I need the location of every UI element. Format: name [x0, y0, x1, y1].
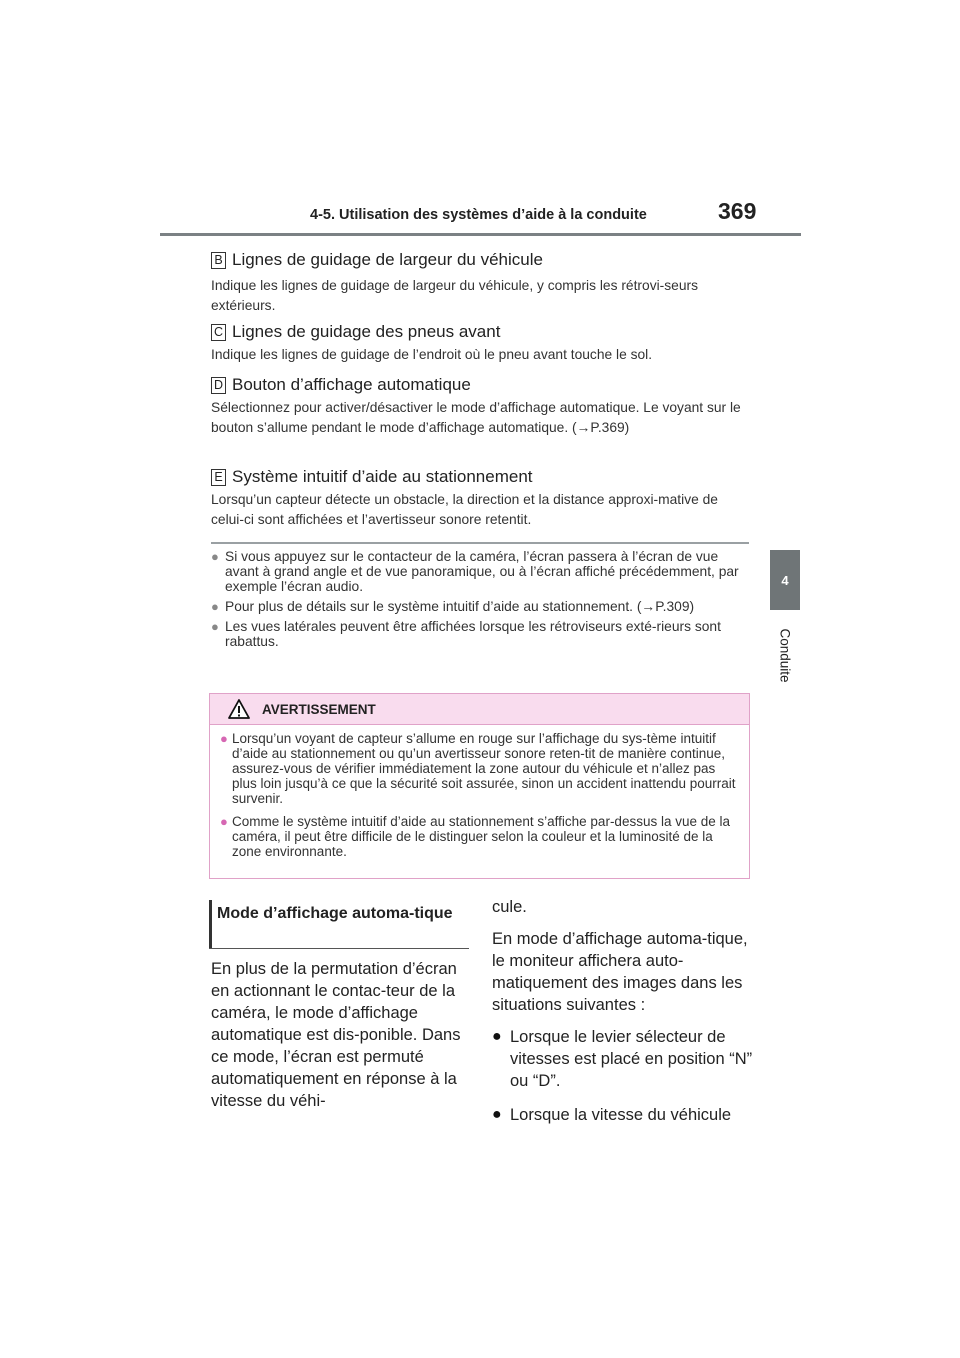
warning-header [210, 694, 749, 725]
item-title: Lignes de guidage de largeur du véhicule [232, 250, 543, 269]
section-paragraph: En mode d’affichage automa-tique, le moniteur affichera auto-matiquement des images dans les situations suivantes : [492, 930, 748, 1014]
list-item [220, 814, 739, 859]
list-item [220, 731, 739, 806]
notes-list [211, 549, 751, 654]
bullet-icon: ● [211, 619, 219, 634]
warning-text: Comme le système intuitif d’aide au stationnement s’affiche par-dessus la vue de la caméra, il peut être difficile de le distinguer selon la couleur et la luminosité de la zone environnante. [232, 814, 731, 859]
warning-box [209, 693, 750, 879]
note-text: Pour plus de détails sur le système intuitif d’aide au stationnement. (→P.309) [225, 599, 695, 614]
bullet-icon: ● [211, 599, 219, 614]
list-item [211, 549, 751, 594]
letter-box: C [211, 324, 226, 341]
conditions-list [492, 1026, 754, 1126]
warning-list [210, 725, 749, 859]
section-intro: En plus de la permutation d’écran en actionnant le contac-teur de la caméra, le mode d’affichage automatique est dis-ponible. Dans ce mode, l’écran est permuté automatiquement en réponse à la vitesse du véhi- [211, 960, 461, 1110]
section-heading-rule [209, 948, 469, 949]
item-title: Système intuitif d’aide au stationnement [232, 467, 533, 486]
warning-triangle-icon [228, 699, 250, 719]
chapter-label [772, 620, 798, 690]
chapter-number: 4 [781, 572, 789, 588]
condition-text: Lorsque le levier sélecteur de vitesses est placé en position “N” ou “D”. [510, 1028, 753, 1090]
warning-title: AVERTISSEMENT [262, 701, 376, 717]
bullet-icon: ● [220, 731, 228, 746]
item-title: Bouton d’affichage automatique [232, 375, 471, 394]
separator-rule [211, 542, 749, 544]
header-rule [160, 233, 801, 236]
note-text: Si vous appuyez sur le contacteur de la caméra, l’écran passera à l’écran de vue avant à grand angle et de vue panoramique, ou à l’écran affiché précédemment, par exemple l’écran audio. [225, 549, 739, 594]
item-heading-b [211, 250, 543, 270]
page-number: 369 [718, 198, 757, 224]
letter-box: B [211, 252, 226, 269]
item-heading-e [211, 467, 533, 487]
item-description-d: Sélectionnez pour activer/désactiver le mode d’affichage automatique. Le voyant sur le bouton s’allume pendant le mode d’affichage automatique. (→P.369) [211, 400, 741, 435]
list-item [211, 619, 751, 649]
list-item [492, 1026, 754, 1092]
section-title: 4-5. Utilisation des systèmes d’aide à la conduite [310, 207, 647, 223]
bullet-icon: ● [220, 814, 228, 829]
condition-text: Lorsque la vitesse du véhicule [510, 1106, 732, 1124]
right-column [492, 896, 754, 1138]
item-description-b: Indique les lignes de guidage de largeur du véhicule, y compris les rétrovi-seurs extérieurs. [211, 278, 698, 313]
list-item [492, 1104, 754, 1126]
item-heading-c [211, 322, 500, 342]
section-heading: Mode d’affichage automa-tique [217, 905, 453, 922]
bullet-icon: ● [492, 1028, 502, 1045]
warning-text: Lorsqu’un voyant de capteur s’allume en rouge sur l’affichage du sys-tème intuitif d’aide au stationnement ou qu’un avertisseur sonore reten-tit de manière continue, assurez-vous de vérifier immédiatement la zone autour du véhicule et n’allez pas plus loin jusqu’à ce que la sécurité soit assurée, sinon un accident inattendu pourrait survenir. [232, 731, 736, 806]
note-text: Les vues latérales peuvent être affichées lorsque les rétroviseurs exté-rieurs sont rabattus. [225, 619, 721, 649]
item-title: Lignes de guidage des pneus avant [232, 322, 501, 341]
bullet-icon: ● [211, 549, 219, 564]
continuation-text: cule. [492, 898, 527, 916]
chapter-tab [770, 550, 800, 610]
letter-box: D [211, 377, 226, 394]
item-heading-d [211, 375, 471, 395]
letter-box: E [211, 469, 226, 486]
item-description-c: Indique les lignes de guidage de l’endroit où le pneu avant touche le sol. [211, 347, 653, 362]
chapter-label-text: Conduite [777, 627, 793, 683]
list-item [211, 599, 751, 614]
item-description-e: Lorsqu’un capteur détecte un obstacle, la direction et la distance approxi-mative de celui-ci sont affichées et l’avertisseur sonore retentit. [211, 492, 718, 527]
bullet-icon: ● [492, 1106, 502, 1123]
